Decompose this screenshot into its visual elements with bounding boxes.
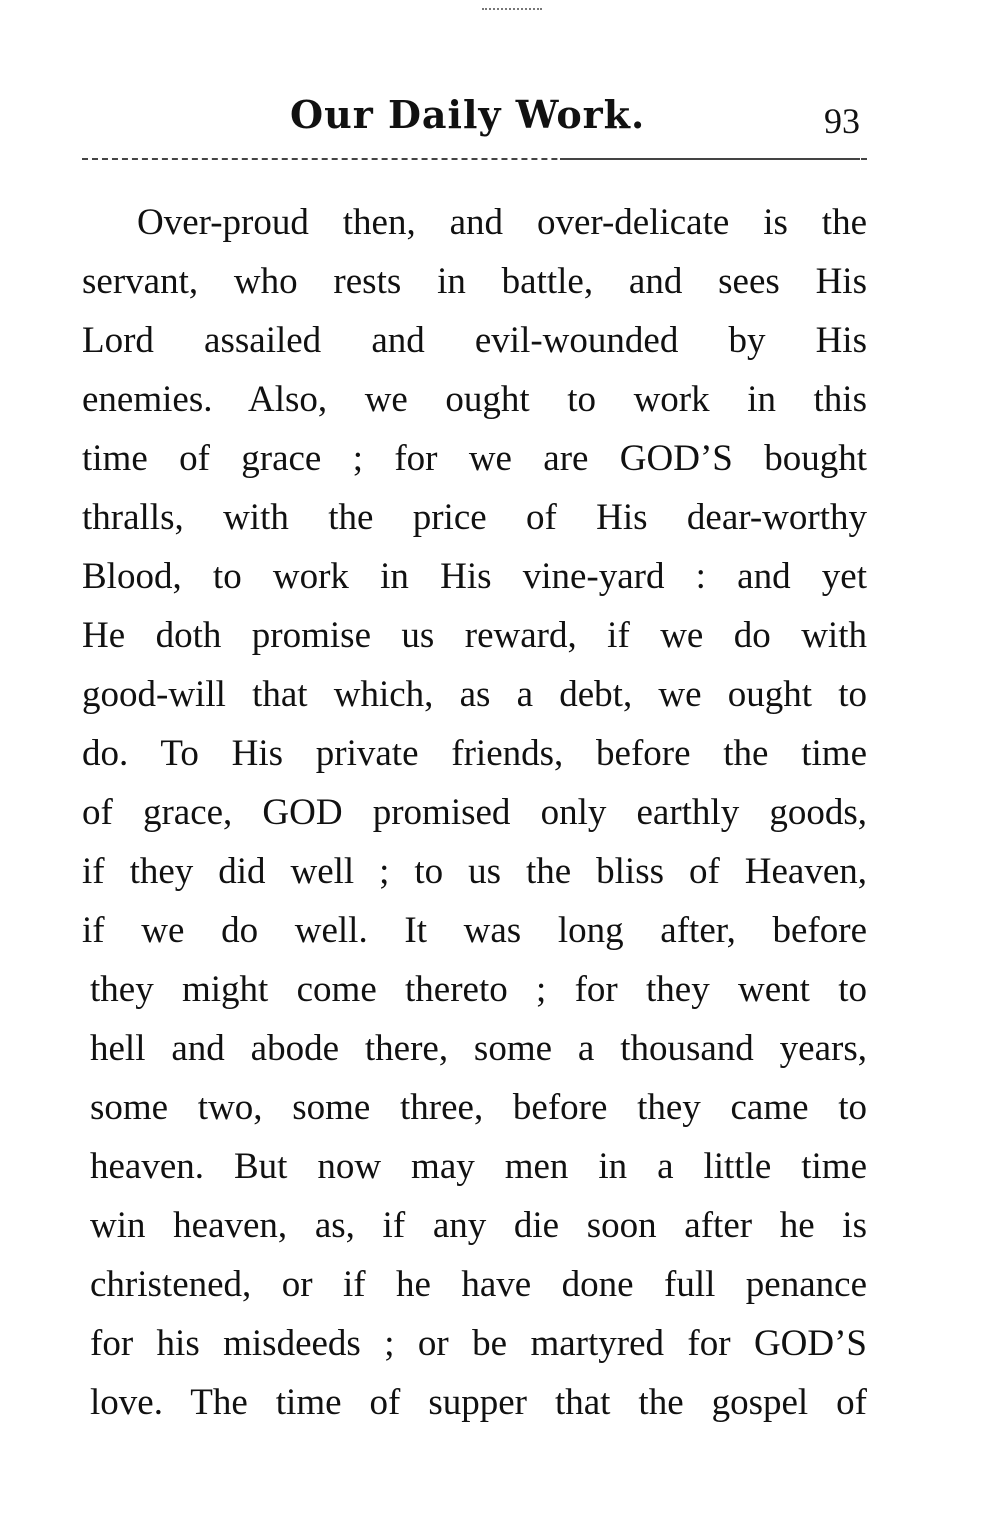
page-header bbox=[80, 92, 870, 152]
text-line: good-will that which, as a debt, we ought to bbox=[82, 674, 867, 715]
text-line: do. To His private friends, before the time bbox=[82, 733, 867, 774]
text-line: of grace, GOD promised only earthly goods, bbox=[82, 792, 867, 833]
text-line: heaven. But now may men in a little time bbox=[90, 1146, 867, 1187]
text-line: win heaven, as, if any die soon after he is bbox=[90, 1205, 867, 1246]
text-line: christened, or if he have done full penance bbox=[90, 1264, 867, 1305]
text-line: enemies. Also, we ought to work in this bbox=[82, 379, 867, 420]
page-number: 93 bbox=[824, 101, 860, 141]
text-line: if we do well. It was long after, before bbox=[82, 910, 867, 951]
top-margin-mark bbox=[482, 8, 542, 14]
text-line: hell and abode there, some a thousand years, bbox=[90, 1028, 867, 1069]
text-line: they might come thereto ; for they went to bbox=[90, 969, 867, 1010]
text-line: for his misdeeds ; or be martyred for GOD’S bbox=[90, 1323, 867, 1364]
text-line: love. The time of supper that the gospel of bbox=[90, 1382, 867, 1423]
text-line: some two, some three, before they came to bbox=[90, 1087, 867, 1128]
text-line: thralls, with the price of His dear-worthy bbox=[82, 497, 867, 538]
text-line: Lord assailed and evil-wounded by His bbox=[82, 320, 867, 361]
text-line: He doth promise us reward, if we do with bbox=[82, 615, 867, 656]
header-rule-solid-segment bbox=[560, 158, 860, 160]
text-line: time of grace ; for we are GOD’S bought bbox=[82, 438, 867, 479]
text-line: Blood, to work in His vine-yard : and yet bbox=[82, 556, 867, 597]
running-title: Our Daily Work. bbox=[290, 92, 646, 137]
text-line: Over-proud then, and over-delicate is the bbox=[137, 202, 867, 243]
text-line: if they did well ; to us the bliss of Heaven, bbox=[82, 851, 867, 892]
text-line: servant, who rests in battle, and sees His bbox=[82, 261, 867, 302]
body-text bbox=[82, 193, 867, 1432]
